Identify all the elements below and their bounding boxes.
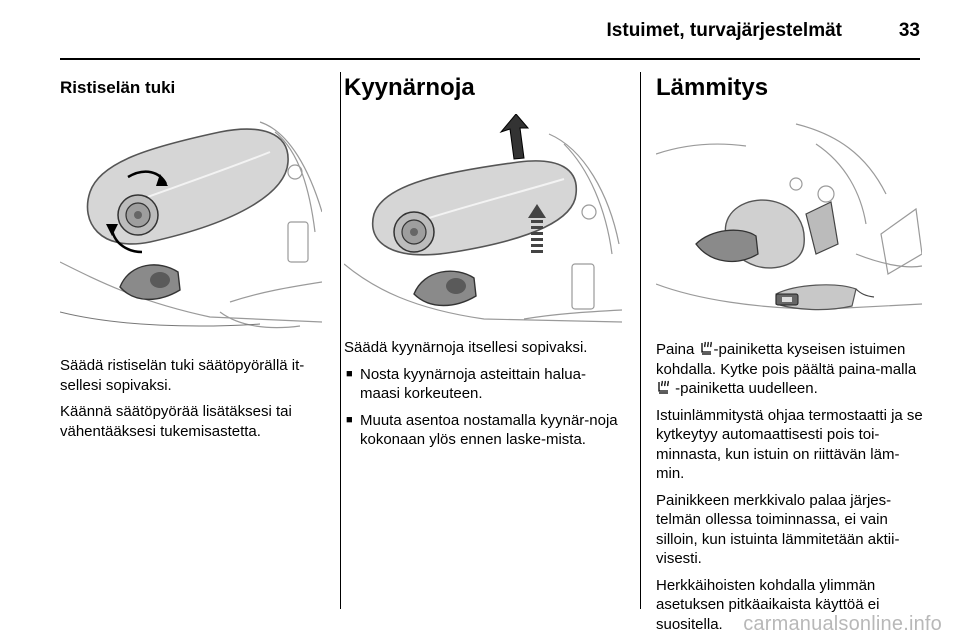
column-divider [340,72,341,609]
paragraph [656,340,924,399]
section-body [656,340,924,634]
section-body [60,356,325,441]
column-divider [640,72,641,609]
paragraph: Istuinlämmitystä ohjaa termostaatti ja se kytkeytyy automaattisesti pois toi-minnasta, kun istuin on riittävän läm-min. [656,406,923,482]
paragraph-text: -painiketta kyseisen istuimen kohdalla. Kytke pois päältä paina-malla [656,341,917,378]
section-heading: Kyynärnoja [344,74,475,101]
seat-heating-icon [656,380,671,395]
armrest-section [344,72,624,457]
list-item [344,365,624,404]
section-body [344,338,624,450]
paragraph: Herkkäihoisten kohdalla ylimmän asetuksen pitkäaikaista käyttöä ei suositella. [656,576,880,633]
lumbar-support-section [60,72,325,448]
paragraph-text: Paina [656,341,699,358]
seat-heating-section [656,72,924,641]
section-heading: Ristiselän tuki [60,78,176,97]
armrest-illustration [344,114,622,326]
lumbar-support-illustration [60,112,322,330]
section-title: Istuimet, turvajärjestelmät [606,20,842,41]
page-header [60,0,920,60]
section-heading: Lämmitys [656,74,769,101]
bullet-icon: ■ [346,413,353,426]
paragraph: Säädä ristiselän tuki säätöpyörällä it-sellesi sopivaksi. [60,357,305,394]
paragraph: Käännä säätöpyörää lisätäksesi tai vähentääksesi tukemisastetta. [60,403,292,440]
paragraph: Painikkeen merkkivalo palaa järjes-telmän ollessa toiminnassa, ei vain silloin, kun istuinta lämmitetään aktii-visesti. [656,491,900,567]
list-item-text: Muuta asentoa nostamalla kyynär-noja kokonaan ylös ennen laske-mista. [360,411,618,448]
seat-heating-illustration [656,114,922,326]
bullet-icon: ■ [346,367,353,380]
list-item-text: Nosta kyynärnoja asteittain halua-maasi korkeuteen. [360,365,586,402]
header-rule [60,58,920,60]
seat-heating-icon [699,341,714,356]
paragraph-text: -painiketta uudelleen. [671,380,818,397]
paragraph: Säädä kyynärnoja itsellesi sopivaksi. [344,339,588,356]
list-item [344,411,624,450]
watermark: carmanualsonline.info [743,613,942,635]
page-number: 33 [898,20,920,41]
